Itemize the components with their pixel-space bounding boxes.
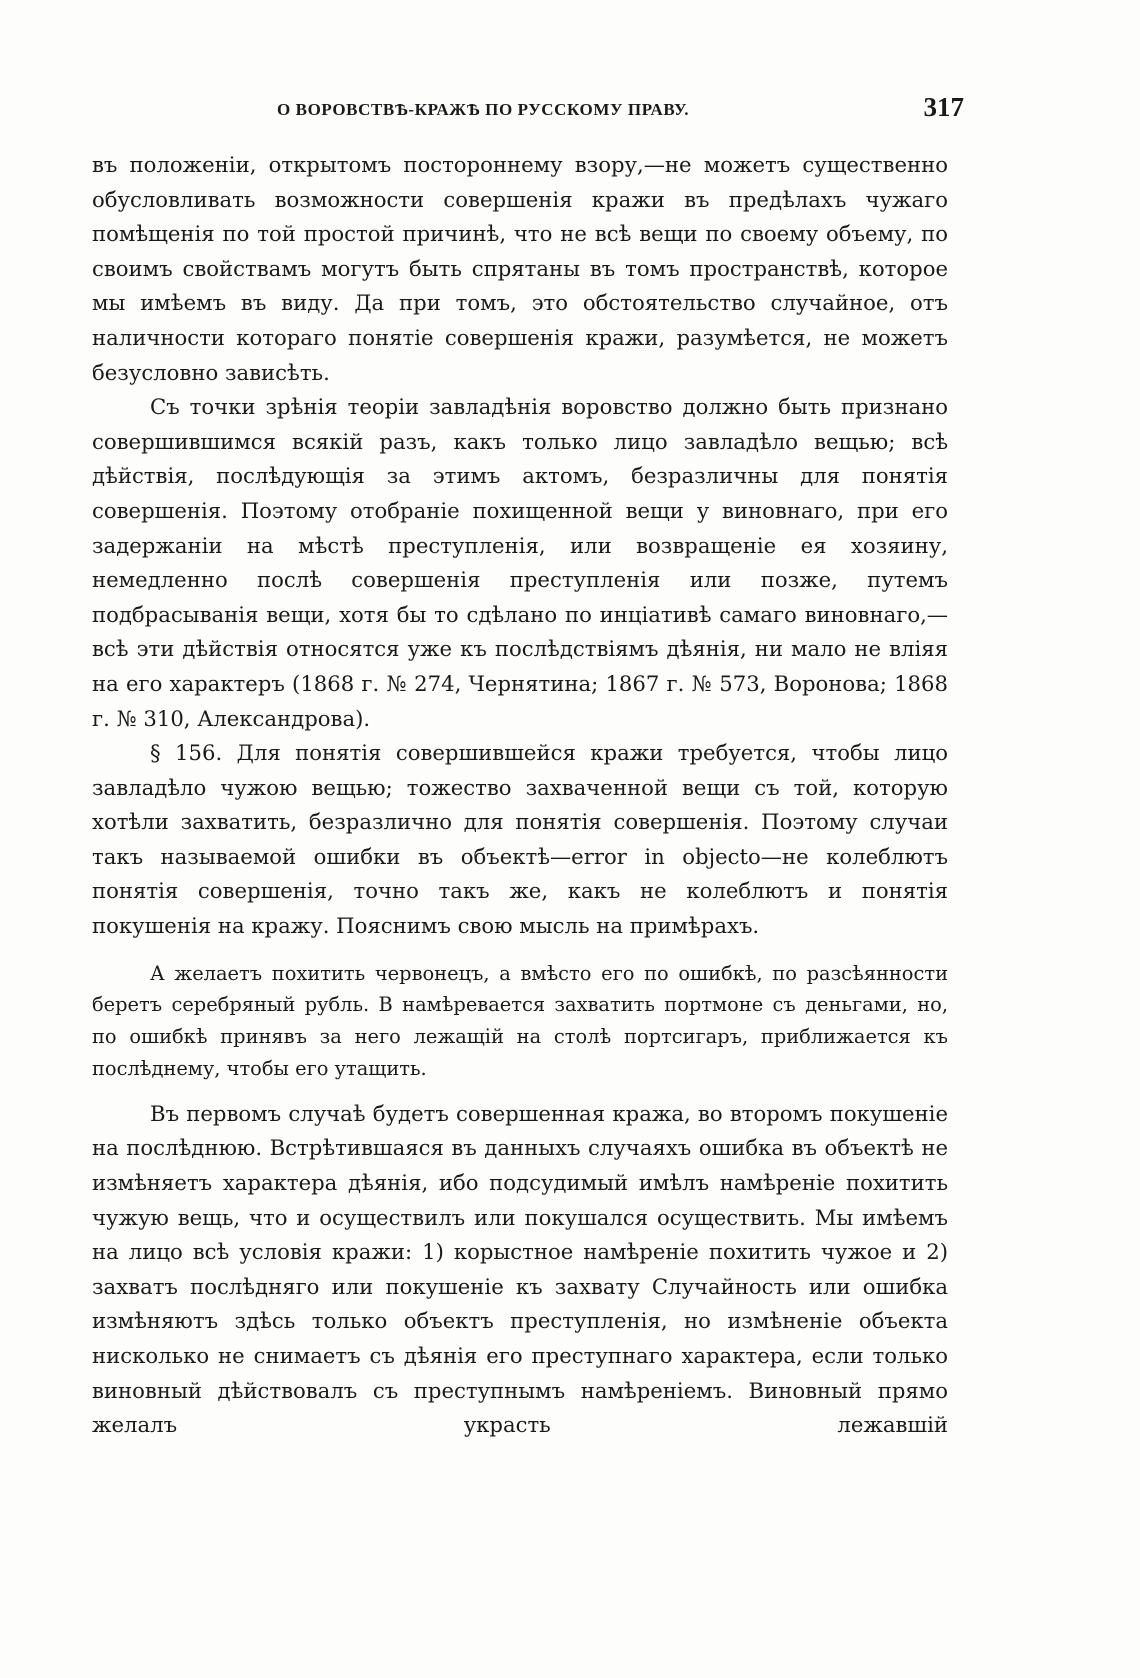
paragraph-section-156: § 156. Для понятія совершившейся кражи требуется, чтобы лицо завладѣло чужою вещью; тожество захваченной вещи съ той, которую хотѣли захватить, безразлично для понятія совершенія. Поэтому случаи такъ называемой ошибки въ объектѣ—error in objecto—не колеблютъ понятія совершенія, точно такъ же, какъ не колеблютъ и понятія покушенія на кражу. Пояснимъ свою мысль на примѣрахъ. [92, 740, 948, 939]
page-number: 317 [923, 92, 964, 122]
paragraph-continuation: въ положеніи, открытомъ постороннему взору,—не можетъ существенно обусловливать возможности совершенія кражи въ предѣлахъ чужаго помѣщенія по той простой причинѣ, что не всѣ вещи по своему объему, по своимъ свойствамъ могутъ быть спрятаны въ томъ пространствѣ, которое мы имѣемъ въ виду. Да при томъ, это обстоятельство случайное, отъ наличности котораго понятіе совершенія кражи, разумѣется, не можетъ безусловно зависѣть. [92, 152, 948, 385]
page-header [92, 92, 964, 132]
paragraph-analysis: Въ первомъ случаѣ будетъ совершенная кража, во второмъ покушеніе на послѣднюю. Встрѣтившаяся въ данныхъ случаяхъ ошибка въ объектѣ не измѣняетъ характера дѣянія, ибо подсудимый имѣлъ намѣреніе похитить чужую вещь, что и осуществилъ или покушался осуществить. Мы имѣемъ на лицо всѣ условія кражи: 1) корыстное намѣреніе похитить чужое и 2) захватъ послѣдняго или покушеніе къ захвату Случайность или ошибка измѣняютъ здѣсь только объектъ преступленія, но измѣненіе объекта нисколько не снимаетъ съ дѣянія его преступнаго характера, если только виновный дѣйствовалъ съ преступнымъ намѣреніемъ. Виновный прямо желалъ украсть лежавшій [92, 1100, 948, 1438]
paragraph-seizure-theory: Съ точки зрѣнія теоріи завладѣнія воровство должно быть признано совершившимся всякій разъ, какъ только лицо завладѣло вещью; всѣ дѣйствія, послѣдующія за этимъ актомъ, безразличны для понятія совершенія. Поэтому отобраніе похищенной вещи у виновнаго, при его задержаніи на мѣстѣ преступленія, или возвращеніе ея хозяину, немедленно послѣ совершенія преступленія или позже, путемъ подбрасыванія вещи, хотя бы то сдѣлано по инціативѣ самаго виновнаго,—всѣ эти дѣйствія относятся уже къ послѣдствіямъ дѣянія, ни мало не вліяя на его характеръ (1868 г. № 274, Чернятина; 1867 г. № 573, Воронова; 1868 г. № 310, Александрова). [92, 394, 948, 731]
example-block: А желаетъ похитить червонецъ, а вмѣсто его по ошибкѣ, по разсѣянности беретъ серебряный рубль. В намѣревается захватить портмоне съ деньгами, но, по ошибкѣ принявъ за него лежащій на столѣ портсигаръ, приближается къ послѣднему, чтобы его утащить. [92, 961, 948, 1081]
main-text [92, 148, 948, 1443]
running-title: О ВОРОВСТВѢ-КРАЖѢ ПО РУССКОМУ ПРАВУ. [277, 100, 690, 119]
